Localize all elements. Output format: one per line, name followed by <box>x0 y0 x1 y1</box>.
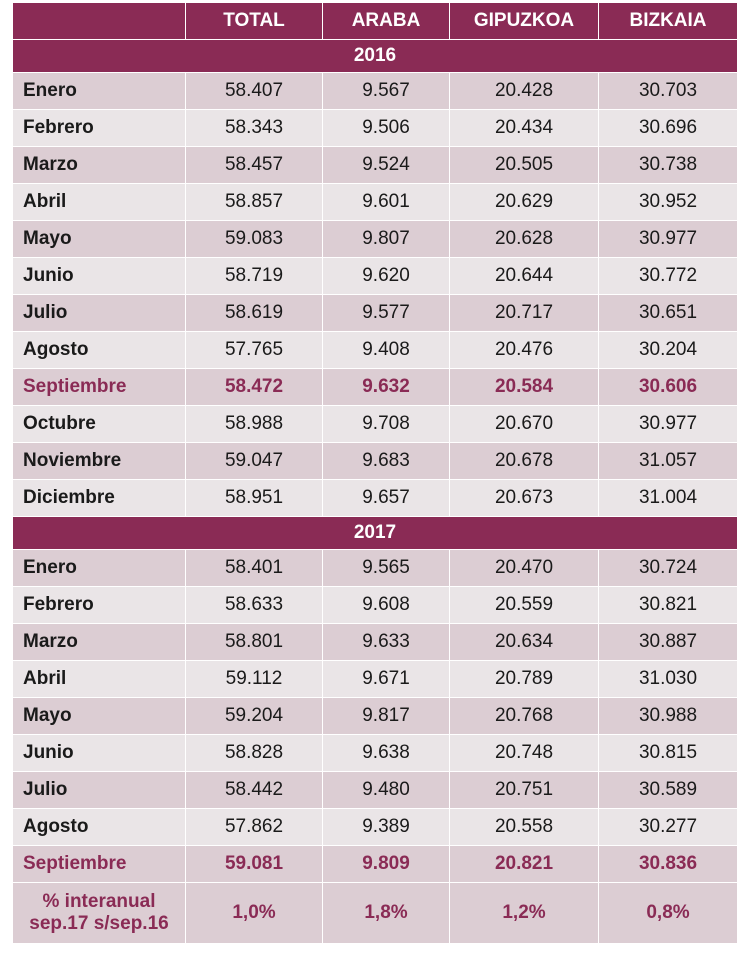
cell-araba: 9.389 <box>323 809 450 846</box>
table-row <box>13 369 738 406</box>
employment-table <box>12 2 738 944</box>
cell-bizkaia: 30.277 <box>599 809 738 846</box>
cell-gipuzkoa: 20.751 <box>450 772 599 809</box>
table-body <box>13 40 738 883</box>
cell-gipuzkoa: 20.670 <box>450 406 599 443</box>
interannual-bizkaia: 0,8% <box>599 883 738 944</box>
cell-gipuzkoa: 20.678 <box>450 443 599 480</box>
cell-araba: 9.657 <box>323 480 450 517</box>
month-label: Marzo <box>13 624 186 661</box>
cell-araba: 9.671 <box>323 661 450 698</box>
interannual-row <box>13 883 738 944</box>
cell-total: 58.472 <box>186 369 323 406</box>
table-row <box>13 73 738 110</box>
table-row <box>13 587 738 624</box>
column-header-gipuzkoa: GIPUZKOA <box>450 3 599 40</box>
cell-total: 59.083 <box>186 221 323 258</box>
year-row <box>13 40 738 73</box>
table-row <box>13 735 738 772</box>
interannual-total: 1,0% <box>186 883 323 944</box>
cell-gipuzkoa: 20.629 <box>450 184 599 221</box>
cell-gipuzkoa: 20.434 <box>450 110 599 147</box>
cell-gipuzkoa: 20.505 <box>450 147 599 184</box>
cell-bizkaia: 31.057 <box>599 443 738 480</box>
cell-gipuzkoa: 20.821 <box>450 846 599 883</box>
cell-total: 58.988 <box>186 406 323 443</box>
month-label: Abril <box>13 661 186 698</box>
table-row <box>13 184 738 221</box>
month-label: Febrero <box>13 110 186 147</box>
cell-total: 58.719 <box>186 258 323 295</box>
table-row <box>13 406 738 443</box>
cell-bizkaia: 30.887 <box>599 624 738 661</box>
table-row <box>13 258 738 295</box>
cell-araba: 9.601 <box>323 184 450 221</box>
cell-gipuzkoa: 20.634 <box>450 624 599 661</box>
cell-araba: 9.683 <box>323 443 450 480</box>
month-label: Septiembre <box>13 369 186 406</box>
cell-araba: 9.506 <box>323 110 450 147</box>
column-header-total: TOTAL <box>186 3 323 40</box>
cell-araba: 9.480 <box>323 772 450 809</box>
cell-bizkaia: 30.606 <box>599 369 738 406</box>
cell-araba: 9.638 <box>323 735 450 772</box>
interannual-gipuzkoa: 1,2% <box>450 883 599 944</box>
data-table-container <box>12 2 737 944</box>
cell-gipuzkoa: 20.768 <box>450 698 599 735</box>
table-row <box>13 221 738 258</box>
table-row <box>13 147 738 184</box>
month-label: Septiembre <box>13 846 186 883</box>
month-label: Abril <box>13 184 186 221</box>
cell-bizkaia: 30.821 <box>599 587 738 624</box>
table-row <box>13 480 738 517</box>
table-row <box>13 332 738 369</box>
header-corner <box>13 3 186 40</box>
cell-gipuzkoa: 20.628 <box>450 221 599 258</box>
cell-total: 58.407 <box>186 73 323 110</box>
cell-bizkaia: 30.815 <box>599 735 738 772</box>
month-label: Junio <box>13 258 186 295</box>
year-label: 2016 <box>13 40 738 73</box>
cell-araba: 9.567 <box>323 73 450 110</box>
cell-bizkaia: 30.836 <box>599 846 738 883</box>
cell-bizkaia: 30.204 <box>599 332 738 369</box>
cell-gipuzkoa: 20.584 <box>450 369 599 406</box>
cell-bizkaia: 30.651 <box>599 295 738 332</box>
cell-araba: 9.809 <box>323 846 450 883</box>
cell-total: 57.862 <box>186 809 323 846</box>
cell-gipuzkoa: 20.717 <box>450 295 599 332</box>
cell-bizkaia: 30.589 <box>599 772 738 809</box>
cell-gipuzkoa: 20.748 <box>450 735 599 772</box>
year-label: 2017 <box>13 517 738 550</box>
column-header-araba: ARABA <box>323 3 450 40</box>
cell-total: 59.204 <box>186 698 323 735</box>
cell-total: 58.457 <box>186 147 323 184</box>
year-row <box>13 517 738 550</box>
cell-bizkaia: 30.703 <box>599 73 738 110</box>
interannual-label-line2: sep.17 s/sep.16 <box>29 913 169 934</box>
cell-araba: 9.620 <box>323 258 450 295</box>
cell-total: 58.619 <box>186 295 323 332</box>
month-label: Octubre <box>13 406 186 443</box>
cell-bizkaia: 30.696 <box>599 110 738 147</box>
table-row <box>13 809 738 846</box>
month-label: Julio <box>13 772 186 809</box>
month-label: Marzo <box>13 147 186 184</box>
cell-total: 58.442 <box>186 772 323 809</box>
month-label: Agosto <box>13 809 186 846</box>
cell-araba: 9.408 <box>323 332 450 369</box>
cell-total: 57.765 <box>186 332 323 369</box>
cell-araba: 9.565 <box>323 550 450 587</box>
month-label: Enero <box>13 550 186 587</box>
cell-total: 58.828 <box>186 735 323 772</box>
cell-bizkaia: 31.004 <box>599 480 738 517</box>
cell-bizkaia: 31.030 <box>599 661 738 698</box>
cell-bizkaia: 30.977 <box>599 406 738 443</box>
cell-bizkaia: 30.952 <box>599 184 738 221</box>
interannual-label-line1: % interanual <box>42 891 156 912</box>
cell-araba: 9.632 <box>323 369 450 406</box>
cell-bizkaia: 30.988 <box>599 698 738 735</box>
header-row <box>13 3 738 40</box>
cell-total: 59.112 <box>186 661 323 698</box>
month-label: Febrero <box>13 587 186 624</box>
month-label: Noviembre <box>13 443 186 480</box>
cell-gipuzkoa: 20.673 <box>450 480 599 517</box>
table-row <box>13 550 738 587</box>
month-label: Junio <box>13 735 186 772</box>
cell-bizkaia: 30.724 <box>599 550 738 587</box>
cell-araba: 9.608 <box>323 587 450 624</box>
month-label: Mayo <box>13 698 186 735</box>
cell-total: 59.081 <box>186 846 323 883</box>
table-row <box>13 443 738 480</box>
cell-total: 58.857 <box>186 184 323 221</box>
table-row <box>13 110 738 147</box>
table-row <box>13 624 738 661</box>
month-label: Julio <box>13 295 186 332</box>
table-row <box>13 772 738 809</box>
cell-gipuzkoa: 20.559 <box>450 587 599 624</box>
interannual-label <box>13 883 186 944</box>
cell-total: 58.633 <box>186 587 323 624</box>
cell-total: 58.343 <box>186 110 323 147</box>
cell-araba: 9.524 <box>323 147 450 184</box>
month-label: Enero <box>13 73 186 110</box>
cell-gipuzkoa: 20.470 <box>450 550 599 587</box>
cell-araba: 9.807 <box>323 221 450 258</box>
cell-araba: 9.708 <box>323 406 450 443</box>
cell-gipuzkoa: 20.644 <box>450 258 599 295</box>
month-label: Agosto <box>13 332 186 369</box>
cell-bizkaia: 30.738 <box>599 147 738 184</box>
month-label: Mayo <box>13 221 186 258</box>
table-row <box>13 846 738 883</box>
table-row <box>13 661 738 698</box>
cell-gipuzkoa: 20.558 <box>450 809 599 846</box>
cell-total: 58.401 <box>186 550 323 587</box>
cell-bizkaia: 30.977 <box>599 221 738 258</box>
cell-total: 58.801 <box>186 624 323 661</box>
table-row <box>13 698 738 735</box>
cell-araba: 9.817 <box>323 698 450 735</box>
month-label: Diciembre <box>13 480 186 517</box>
cell-total: 59.047 <box>186 443 323 480</box>
cell-gipuzkoa: 20.476 <box>450 332 599 369</box>
table-row <box>13 295 738 332</box>
cell-bizkaia: 30.772 <box>599 258 738 295</box>
cell-total: 58.951 <box>186 480 323 517</box>
cell-gipuzkoa: 20.428 <box>450 73 599 110</box>
cell-araba: 9.577 <box>323 295 450 332</box>
cell-araba: 9.633 <box>323 624 450 661</box>
interannual-araba: 1,8% <box>323 883 450 944</box>
cell-gipuzkoa: 20.789 <box>450 661 599 698</box>
column-header-bizkaia: BIZKAIA <box>599 3 738 40</box>
